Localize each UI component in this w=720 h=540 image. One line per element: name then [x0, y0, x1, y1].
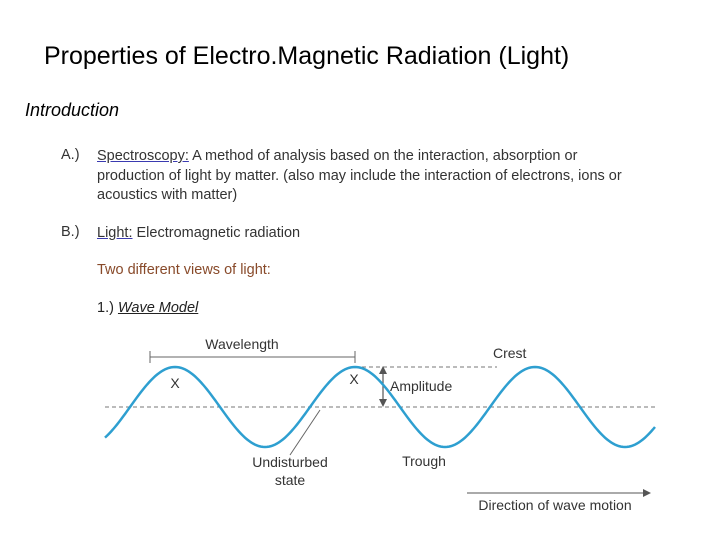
direction-label: Direction of wave motion	[478, 497, 632, 513]
item-a-text-line1: A method of analysis based on the interaction, absorption or	[188, 148, 578, 164]
item-a-marker: A.)	[61, 147, 80, 163]
item-b-text: Electromagnetic radiation	[132, 225, 301, 241]
wave-model-number: 1.)	[97, 300, 118, 316]
item-b-marker: B.)	[61, 224, 80, 240]
undisturbed-label-line2: state	[274, 472, 306, 488]
amplitude-arrow-head-down	[379, 399, 387, 407]
trough-label: Trough	[402, 453, 446, 469]
section-heading: Introduction	[25, 100, 120, 120]
item-a-text-line3: acoustics with matter)	[97, 187, 238, 203]
undisturbed-pointer	[290, 410, 320, 455]
crest-label: Crest	[493, 345, 527, 361]
slide-title: Properties of Electro.Magnetic Radiation (Light)	[44, 42, 570, 70]
wavelength-label: Wavelength	[205, 336, 279, 352]
item-a-text-line2: production of light by matter. (also may include the interaction of electrons, ions or	[97, 167, 622, 184]
wave-model-label: Wave Model	[117, 300, 199, 316]
item-b-term: Light:	[97, 225, 133, 241]
crest-marker-1: X	[170, 375, 180, 391]
amplitude-label: Amplitude	[390, 378, 453, 394]
views-intro-text: Two different views of light:	[97, 262, 271, 278]
item-a-term: Spectroscopy:	[97, 148, 189, 164]
crest-marker-2: X	[349, 371, 359, 387]
direction-arrow-head	[643, 489, 651, 497]
undisturbed-label-line1: Undisturbed	[252, 454, 328, 470]
